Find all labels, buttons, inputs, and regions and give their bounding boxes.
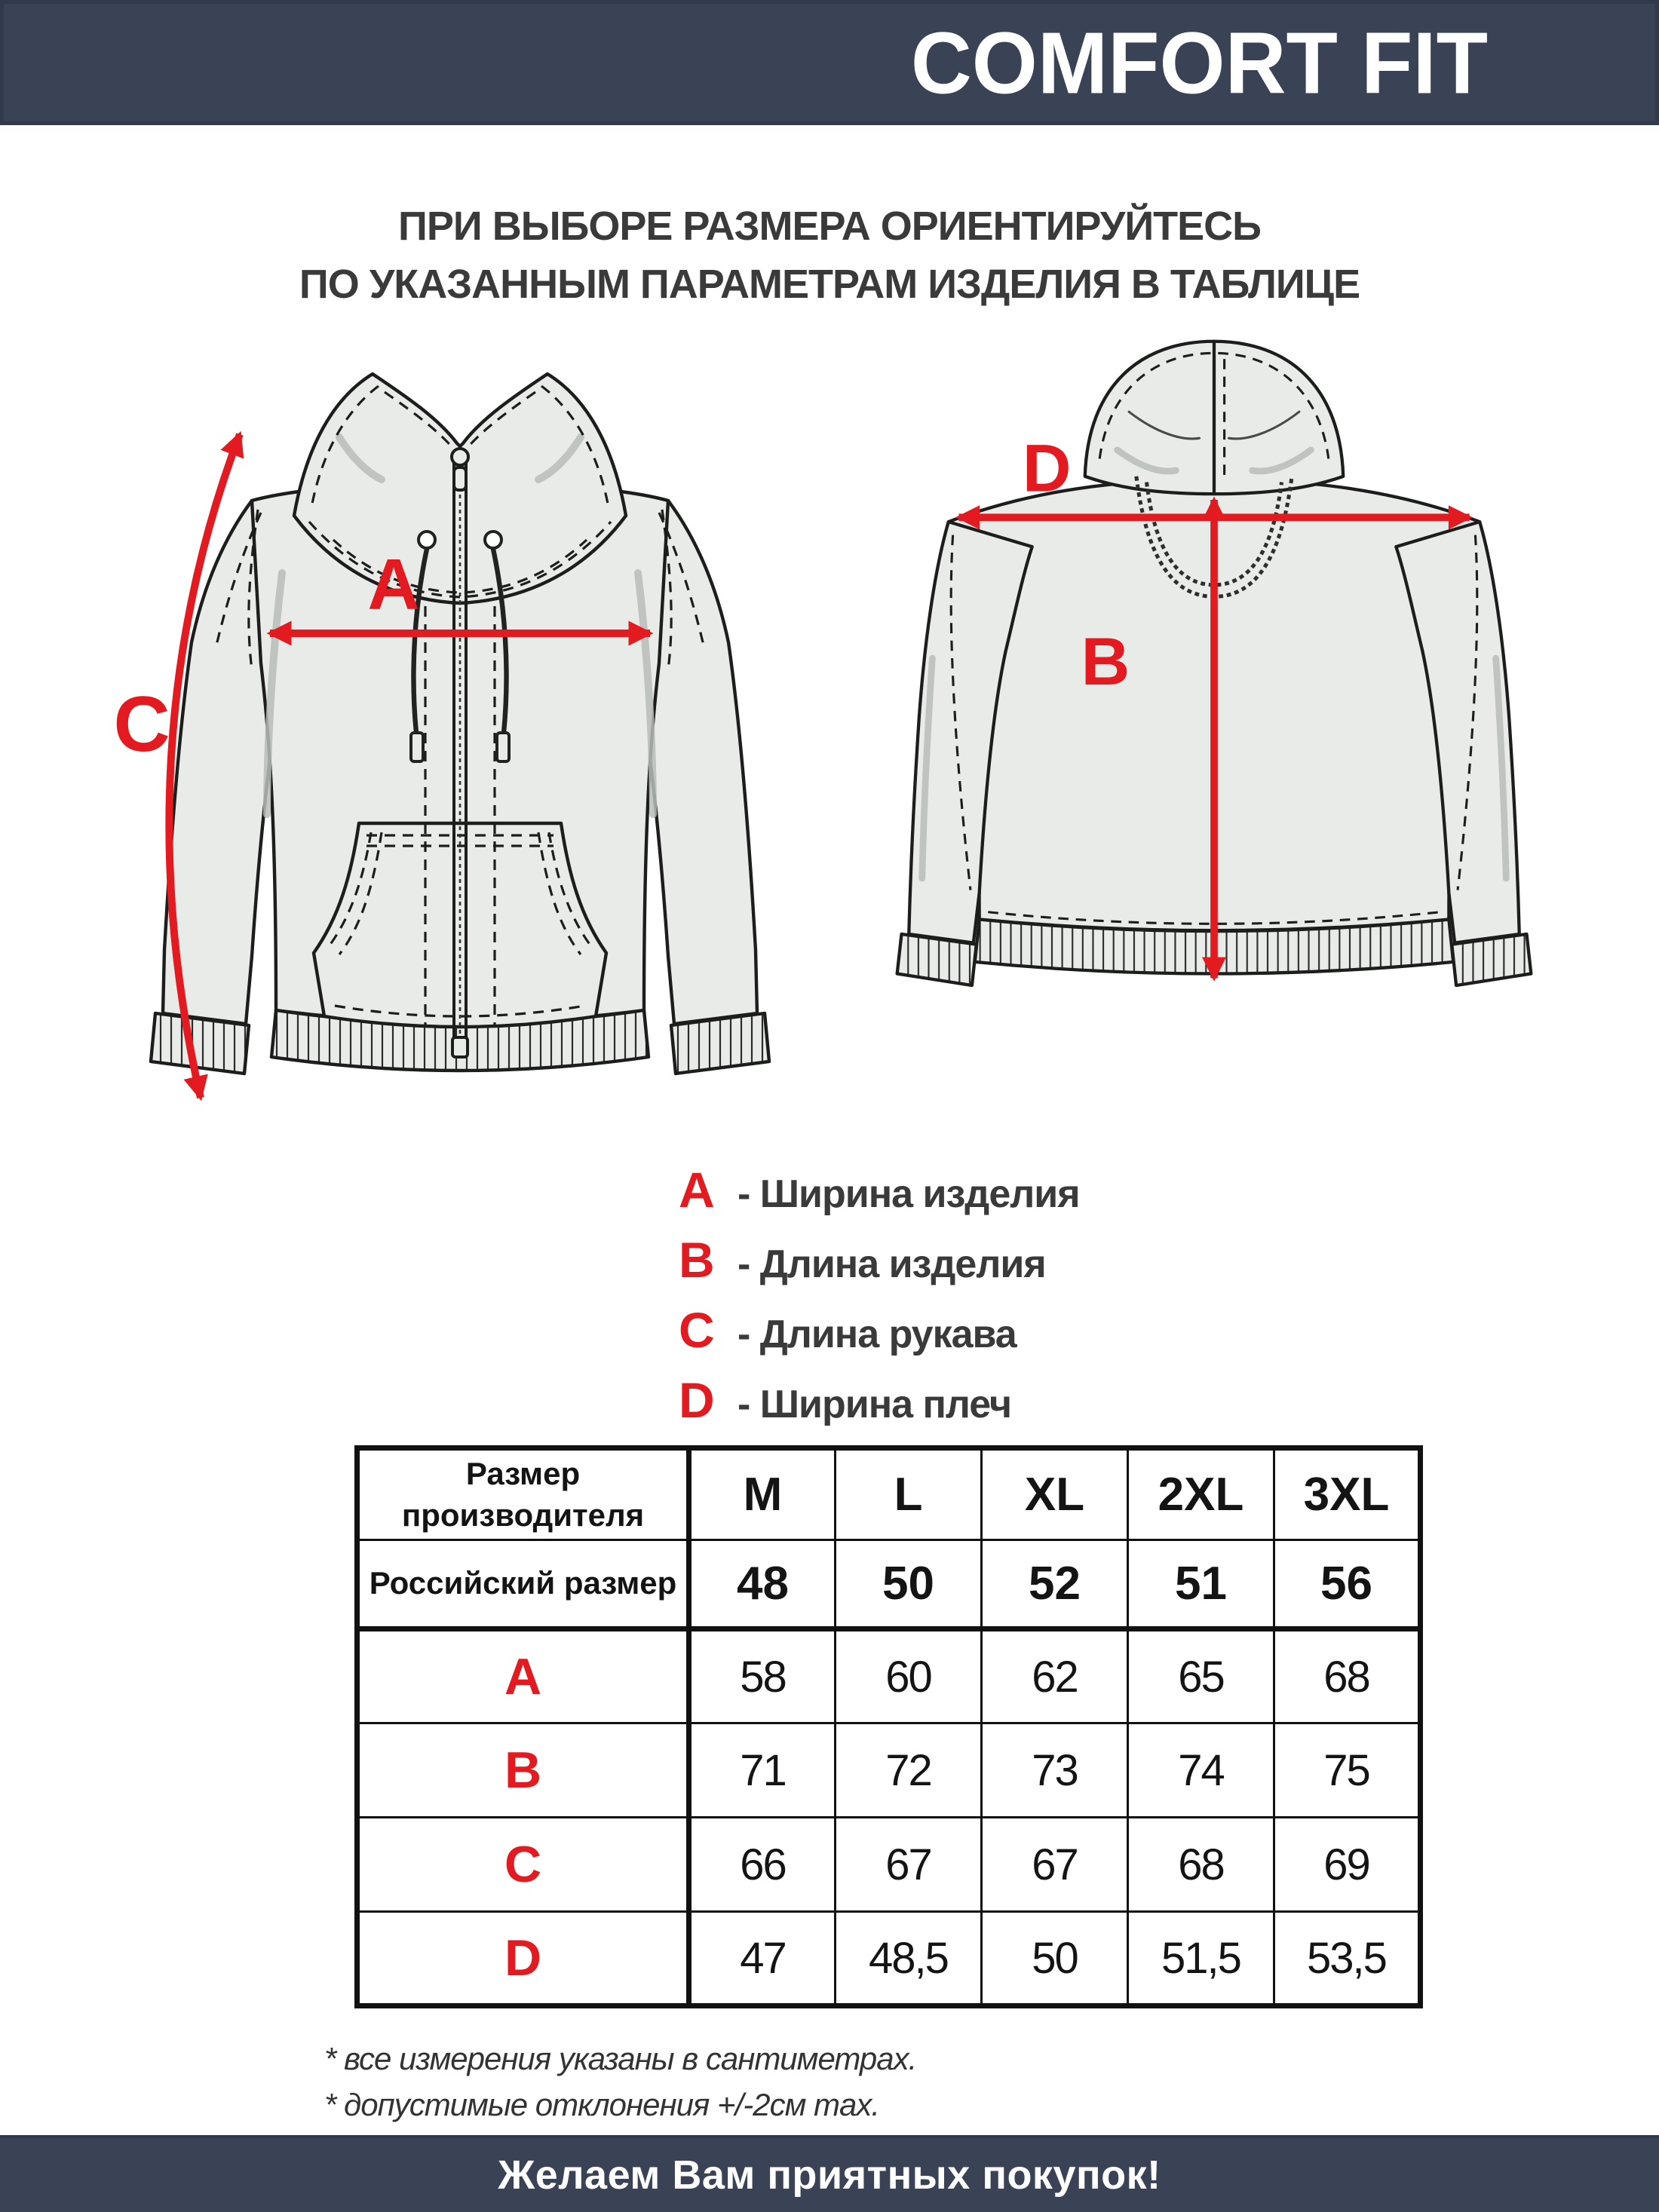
hoodie-front-drawing xyxy=(113,347,807,1116)
size-cell-2xl: 2XL xyxy=(1128,1448,1274,1540)
b-value-m: 71 xyxy=(689,1723,836,1818)
legend-text-b: - Длина изделия xyxy=(738,1242,1046,1286)
measure-label-a: A xyxy=(367,544,420,625)
figures-row xyxy=(0,347,1659,1116)
measurement-legend xyxy=(679,1162,1080,1428)
intro-line-1: ПРИ ВЫБОРЕ РАЗМЕРА ОРИЕНТИРУЙТЕСЬ xyxy=(398,204,1261,249)
measure-row-letter-b: B xyxy=(357,1723,689,1818)
legend-item-c xyxy=(679,1302,1080,1358)
size-cell-3xl: 3XL xyxy=(1274,1448,1421,1540)
c-value-m: 66 xyxy=(689,1818,836,1912)
legend-text-a: - Ширина изделия xyxy=(738,1172,1080,1216)
russian-size-label: Российский размер xyxy=(357,1540,689,1629)
top-banner xyxy=(0,0,1659,125)
measure-label-c: C xyxy=(113,681,170,768)
c-value-2xl: 68 xyxy=(1128,1818,1274,1912)
d-value-l: 48,5 xyxy=(836,1912,982,2006)
c-value-xl: 67 xyxy=(982,1818,1128,1912)
c-value-3xl: 69 xyxy=(1274,1818,1421,1912)
bottom-banner xyxy=(0,2135,1659,2212)
intro-line-2: ПО УКАЗАННЫМ ПАРАМЕТРАМ ИЗДЕЛИЯ В ТАБЛИЦЕ xyxy=(299,262,1360,307)
back-left-cuff xyxy=(897,934,977,985)
legend-letter-d: D xyxy=(679,1372,715,1428)
size-cell-m: M xyxy=(689,1448,836,1540)
table-row-measure-d xyxy=(357,1912,1421,2006)
table-row-measure-a xyxy=(357,1629,1421,1723)
ru-size-cell-2: 50 xyxy=(836,1540,982,1629)
a-value-2xl: 65 xyxy=(1128,1629,1274,1723)
ru-size-cell-1: 48 xyxy=(689,1540,836,1629)
measure-label-b: B xyxy=(1081,623,1130,700)
measure-row-letter-c: C xyxy=(357,1818,689,1912)
measure-row-letter-a: A xyxy=(357,1629,689,1723)
size-cell-l: L xyxy=(836,1448,982,1540)
b-value-l: 72 xyxy=(836,1723,982,1818)
b-value-3xl: 75 xyxy=(1274,1723,1421,1818)
b-value-2xl: 74 xyxy=(1128,1723,1274,1818)
measure-row-letter-d: D xyxy=(357,1912,689,2006)
front-right-cuff xyxy=(671,1013,769,1074)
legend-text-d: - Ширина плеч xyxy=(738,1383,1012,1426)
a-value-m: 58 xyxy=(689,1629,836,1723)
d-value-2xl: 51,5 xyxy=(1128,1912,1274,2006)
legend-letter-b: B xyxy=(679,1232,715,1288)
legend-text-c: - Длина рукава xyxy=(738,1313,1017,1356)
a-value-l: 60 xyxy=(836,1629,982,1723)
footnotes xyxy=(324,2036,1659,2128)
b-value-xl: 73 xyxy=(982,1723,1128,1818)
table-row-russian-size xyxy=(357,1540,1421,1629)
back-right-cuff xyxy=(1452,934,1531,985)
legend-item-b xyxy=(679,1232,1080,1288)
manufacturer-size-label: Размер производителя xyxy=(357,1448,689,1540)
front-left-cuff xyxy=(151,1013,249,1074)
d-value-xl: 50 xyxy=(982,1912,1128,2006)
table-row-measure-b xyxy=(357,1723,1421,1818)
legend-letter-c: C xyxy=(679,1302,715,1358)
footnote-units: * все измерения указаны в сантиметрах. xyxy=(324,2041,917,2076)
legend-item-a xyxy=(679,1162,1080,1218)
d-value-m: 47 xyxy=(689,1912,836,2006)
size-cell-xl: XL xyxy=(982,1448,1128,1540)
front-zipper xyxy=(452,449,468,1057)
c-value-l: 67 xyxy=(836,1818,982,1912)
farewell-message: Желаем Вам приятных покупок! xyxy=(498,2152,1161,2198)
ru-size-cell-4: 51 xyxy=(1128,1540,1274,1629)
measure-label-d: D xyxy=(1022,430,1072,506)
table-row-measure-c xyxy=(357,1818,1421,1912)
hoodie-back-drawing xyxy=(882,335,1546,987)
d-value-3xl: 53,5 xyxy=(1274,1912,1421,2006)
size-table xyxy=(354,1445,1423,2008)
table-row-manufacturer-size xyxy=(357,1448,1421,1540)
a-value-xl: 62 xyxy=(982,1629,1128,1723)
ru-size-cell-3: 52 xyxy=(982,1540,1128,1629)
brand-title: COMFORT FIT xyxy=(910,14,1488,112)
legend-item-d xyxy=(679,1372,1080,1428)
footnote-tolerance: * допустимые отклонения +/-2см max. xyxy=(324,2087,880,2122)
ru-size-cell-5: 56 xyxy=(1274,1540,1421,1629)
intro-heading xyxy=(0,198,1659,314)
a-value-3xl: 68 xyxy=(1274,1629,1421,1723)
legend-letter-a: A xyxy=(679,1162,715,1218)
